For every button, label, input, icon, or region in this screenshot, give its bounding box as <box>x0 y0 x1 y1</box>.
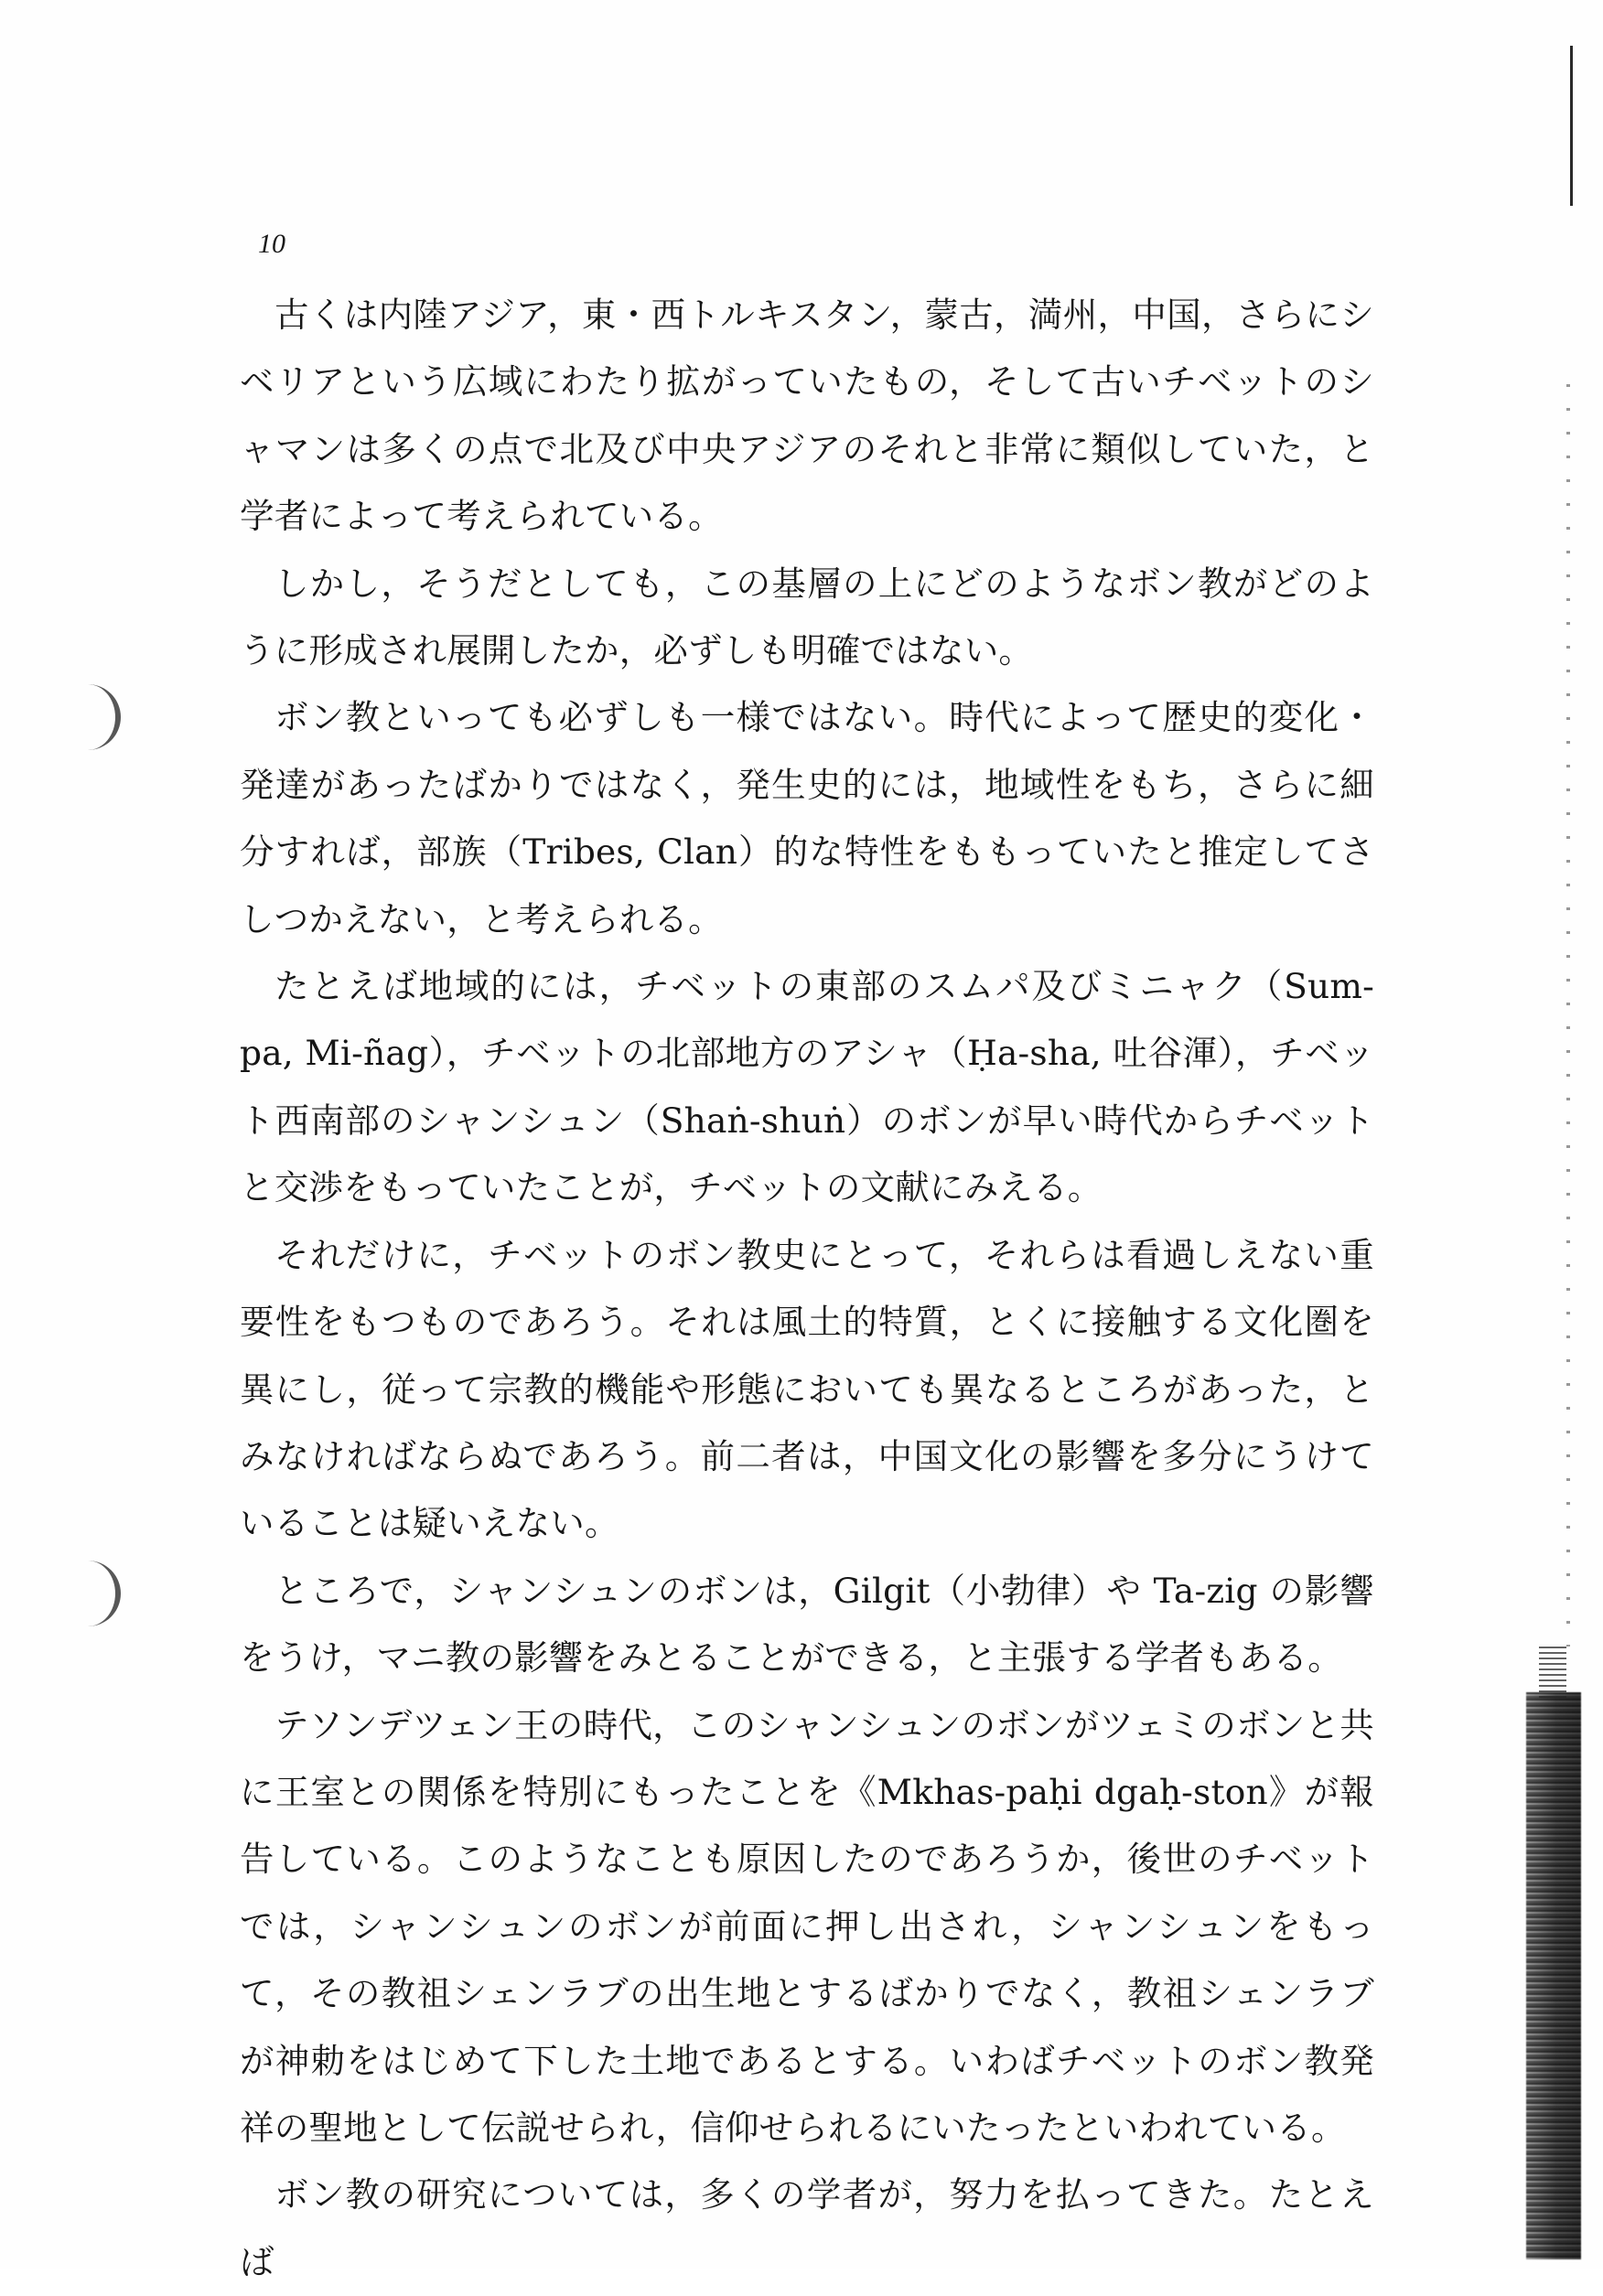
paragraph: たとえば地域的には，チベットの東部のスムパ及びミニャク（Sum-pa, Mi-ñag），チベットの北部地方のアシャ（Ḥa-sha, 吐谷渾），チベット西南部のシャンシュン（Shaṅ-shuṅ）のボンが早い時代からチベットと交渉をもっていたことが，チベットの文献にみえる。 <box>240 966 1374 1208</box>
paragraph: しかし，そうだとしても，この基層の上にどのようなボン教がどのように形成され展開したか，必ずしも明確ではない。 <box>240 563 1374 671</box>
body-text <box>240 282 1374 2296</box>
paragraph: テソンデツェン王の時代，このシャンシュンのボンがツェミのボンと共に王室との関係を特別にもったことを《Mkhas-paḥi dgaḥ-ston》が報告している。このようなことも原因したのであろうか，後世のチベットでは，シャンシュンのボンが前面に押し出され，シャンシュンをもって，その教祖シェンラブの出生地とするばかりでなく，教祖シェンラブが神勅をはじめて下した土地であるとする。いわばチベットのボン教発祥の聖地として伝説せられ，信仰せられるにいたったといわれている。 <box>240 1704 1374 2148</box>
binding-hole-mark <box>84 684 121 750</box>
scan-binding-shadow <box>1526 1692 1581 2259</box>
paragraph: ところで，シャンシュンのボンは，Gilgit（小勃律）や Ta-zig の影響をうけ，マニ教の影響をみとることができる，と主張する学者もある。 <box>240 1570 1374 1679</box>
binding-hole-mark <box>84 1561 121 1626</box>
scan-edge-dots <box>1566 384 1570 1647</box>
paragraph: ボン教といっても必ずしも一様ではない。時代によって歴史的変化・発達があったばかりではなく，発生史的には，地域性をもち，さらに細分すれば，部族（Tribes, Clan）的な特性をももっていたと推定してさしつかえない，と考えられる。 <box>240 697 1374 939</box>
paragraph: ボン教の研究については，多くの学者が，努力を払ってきた。たとえば <box>240 2174 1374 2282</box>
paragraph: 古くは内陸アジア，東・西トルキスタン，蒙古，満州，中国，さらにシベリアという広域にわたり拡がっていたもの，そして古いチベットのシャマンは多くの点で北及び中央アジアのそれと非常に類似していた，と学者によって考えられている。 <box>240 295 1374 537</box>
paragraph: それだけに，チベットのボン教史にとって，それらは看過しえない重要性をもつものであろう。それは風土的特質，とくに接触する文化圏を異にし，従って宗教的機能や形態においても異なるところがあった，とみなければならぬであろう。前二者は，中国文化の影響を多分にうけていることは疑いえない。 <box>240 1234 1374 1544</box>
scan-edge-line <box>1570 46 1573 206</box>
page-number: 10 <box>258 229 285 259</box>
